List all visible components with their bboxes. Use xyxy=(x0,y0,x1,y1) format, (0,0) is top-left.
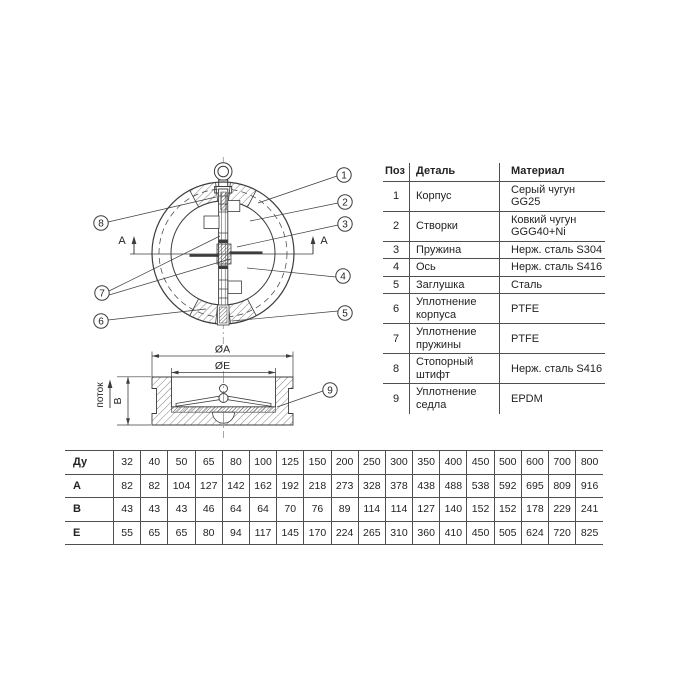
dims-cell: 100 xyxy=(249,451,276,475)
callout-1 xyxy=(337,168,351,182)
dims-cell: 80 xyxy=(195,521,222,545)
parts-cell-pos: 2 xyxy=(383,211,410,241)
dims-cell: 310 xyxy=(385,521,412,545)
svg-text:5: 5 xyxy=(342,308,348,320)
parts-table-row xyxy=(383,324,605,354)
dims-cell: 360 xyxy=(413,521,440,545)
dims-cell: 438 xyxy=(413,474,440,498)
callout-7 xyxy=(95,286,109,300)
parts-cell-pos: 9 xyxy=(392,392,400,405)
dims-cell: 700 xyxy=(549,451,576,475)
parts-cell-pos: 3 xyxy=(383,241,410,259)
dims-cell: 89 xyxy=(331,498,358,522)
dims-cell: 695 xyxy=(521,474,548,498)
dims-cell: 65 xyxy=(141,521,168,545)
svg-text:7: 7 xyxy=(99,288,105,300)
parts-header-part: Деталь xyxy=(410,163,500,181)
dims-cell: 720 xyxy=(549,521,576,545)
callout-4 xyxy=(336,269,350,283)
parts-table-row xyxy=(383,384,605,414)
flow-arrow-icon xyxy=(108,380,113,389)
dims-cell: 218 xyxy=(304,474,331,498)
dims-cell: 152 xyxy=(494,498,521,522)
dim-label-oe: ØE xyxy=(214,360,231,372)
dims-cell: 150 xyxy=(304,451,331,475)
parts-cell-part: Уплотнение пружины xyxy=(410,324,500,354)
dims-row-label: A xyxy=(65,474,114,498)
dims-cell: 40 xyxy=(141,451,168,475)
parts-cell-material: Ковкий чугун GGG40+Ni xyxy=(500,211,606,241)
parts-table-row xyxy=(383,259,605,277)
section-label-right: A xyxy=(320,235,328,247)
dims-cell: 350 xyxy=(413,451,440,475)
dims-cell: 64 xyxy=(222,498,249,522)
dims-cell: 265 xyxy=(358,521,385,545)
parts-cell-part: Пружина xyxy=(410,241,500,259)
dims-table-row xyxy=(65,474,603,498)
parts-table-row xyxy=(383,181,605,211)
dims-cell: 70 xyxy=(277,498,304,522)
dims-cell: 104 xyxy=(168,474,195,498)
parts-cell-part: Уплотнение седла xyxy=(410,384,500,414)
parts-header-material: Материал xyxy=(500,163,606,181)
parts-cell-material: Нерж. сталь S416 xyxy=(500,354,606,384)
dims-cell: 378 xyxy=(385,474,412,498)
parts-cell-pos: 6 xyxy=(383,294,410,324)
dims-cell: 488 xyxy=(440,474,467,498)
dims-cell: 162 xyxy=(249,474,276,498)
dims-cell: 800 xyxy=(576,451,603,475)
section-view xyxy=(95,344,293,439)
dims-cell: 500 xyxy=(494,451,521,475)
front-view xyxy=(118,157,328,344)
parts-cell-part: Ось xyxy=(410,259,500,277)
dims-cell: 82 xyxy=(141,474,168,498)
svg-text:3: 3 xyxy=(342,219,348,231)
dims-cell: 170 xyxy=(304,521,331,545)
dims-cell: 178 xyxy=(521,498,548,522)
flow-indicator xyxy=(95,380,112,409)
dims-cell: 114 xyxy=(385,498,412,522)
parts-cell-material: Серый чугун GG25 xyxy=(500,181,606,211)
dims-table-row xyxy=(65,498,603,522)
dims-cell: 410 xyxy=(440,521,467,545)
parts-table-row xyxy=(383,241,605,259)
dims-cell: 55 xyxy=(114,521,141,545)
flow-label: поток xyxy=(95,382,106,408)
dims-cell: 76 xyxy=(304,498,331,522)
dims-cell: 328 xyxy=(358,474,385,498)
dims-cell: 825 xyxy=(576,521,603,545)
dims-cell: 592 xyxy=(494,474,521,498)
parts-table-row xyxy=(383,294,605,324)
dims-cell: 300 xyxy=(385,451,412,475)
dims-table-row xyxy=(65,451,603,475)
dims-cell: 65 xyxy=(195,451,222,475)
svg-text:2: 2 xyxy=(342,197,348,209)
parts-cell-material: EPDM xyxy=(500,384,606,414)
stopper-pin xyxy=(221,192,227,210)
dims-cell: 117 xyxy=(249,521,276,545)
dim-height xyxy=(112,377,151,425)
parts-cell-part: Уплотнение корпуса xyxy=(410,294,500,324)
dims-row-label: E xyxy=(65,521,114,545)
dims-cell: 241 xyxy=(576,498,603,522)
dims-cell: 142 xyxy=(222,474,249,498)
dims-table-row xyxy=(65,521,603,545)
parts-table-row xyxy=(383,276,605,294)
dims-cell: 450 xyxy=(467,451,494,475)
svg-text:9: 9 xyxy=(327,385,333,397)
plate-edge-left xyxy=(190,254,219,257)
dims-cell: 200 xyxy=(331,451,358,475)
svg-text:1: 1 xyxy=(341,170,347,182)
parts-cell-pos: 5 xyxy=(383,276,410,294)
parts-cell-material: PTFE xyxy=(500,324,606,354)
parts-table xyxy=(383,163,605,414)
dims-cell: 50 xyxy=(168,451,195,475)
callout-6 xyxy=(94,314,108,328)
dimensions-table xyxy=(65,450,603,545)
dim-label-oa: ØA xyxy=(214,343,231,356)
parts-cell-pos: 8 xyxy=(383,354,410,384)
svg-text:4: 4 xyxy=(340,271,346,283)
dims-cell: 538 xyxy=(467,474,494,498)
dims-row-label: B xyxy=(65,498,114,522)
dims-cell: 82 xyxy=(114,474,141,498)
callout-9 xyxy=(323,383,337,397)
svg-text:8: 8 xyxy=(98,218,104,230)
dims-cell: 229 xyxy=(549,498,576,522)
parts-cell-material: Нерж. сталь S304 xyxy=(500,241,606,259)
dims-cell: 94 xyxy=(222,521,249,545)
dims-size-label: Ду xyxy=(65,451,114,475)
parts-cell-pos: 4 xyxy=(383,259,410,277)
dims-cell: 505 xyxy=(494,521,521,545)
dims-cell: 127 xyxy=(413,498,440,522)
parts-header-pos: Поз xyxy=(383,163,410,181)
callout-2 xyxy=(338,195,352,209)
dims-cell: 145 xyxy=(277,521,304,545)
parts-table-row xyxy=(383,354,605,384)
callout-5 xyxy=(338,306,352,320)
parts-cell-pos: 1 xyxy=(383,181,410,211)
svg-text:6: 6 xyxy=(98,316,104,328)
dims-cell: 916 xyxy=(576,474,603,498)
dims-cell: 65 xyxy=(168,521,195,545)
dim-label-b: B xyxy=(112,397,124,405)
parts-cell-part: Заглушка xyxy=(410,276,500,294)
parts-cell-part: Створки xyxy=(410,211,500,241)
dims-cell: 127 xyxy=(195,474,222,498)
callout-8 xyxy=(94,216,108,230)
plate-edge-right xyxy=(230,251,263,254)
dims-cell: 46 xyxy=(195,498,222,522)
parts-cell-part: Стопорный штифт xyxy=(410,354,500,384)
dims-cell: 809 xyxy=(549,474,576,498)
section-label-left: A xyxy=(118,235,126,247)
parts-cell-material: Сталь xyxy=(500,276,606,294)
parts-cell-material: Нерж. сталь S416 xyxy=(500,259,606,277)
parts-cell-material: PTFE xyxy=(500,294,606,324)
dims-cell: 43 xyxy=(114,498,141,522)
dims-cell: 624 xyxy=(521,521,548,545)
parts-table-header-row xyxy=(383,163,605,181)
dims-cell: 600 xyxy=(521,451,548,475)
dims-cell: 43 xyxy=(141,498,168,522)
dims-cell: 273 xyxy=(331,474,358,498)
dims-cell: 152 xyxy=(467,498,494,522)
parts-cell-pos: 7 xyxy=(383,324,410,354)
dims-cell: 400 xyxy=(440,451,467,475)
dims-cell: 32 xyxy=(114,451,141,475)
dims-cell: 64 xyxy=(249,498,276,522)
dims-cell: 250 xyxy=(358,451,385,475)
parts-table-row xyxy=(383,211,605,241)
dims-cell: 80 xyxy=(222,451,249,475)
dims-cell: 114 xyxy=(358,498,385,522)
dims-cell: 450 xyxy=(467,521,494,545)
callout-3 xyxy=(338,217,352,231)
parts-cell-part: Корпус xyxy=(410,181,500,211)
dims-cell: 43 xyxy=(168,498,195,522)
dims-cell: 192 xyxy=(277,474,304,498)
dims-cell: 140 xyxy=(440,498,467,522)
dims-cell: 224 xyxy=(331,521,358,545)
dims-cell: 125 xyxy=(277,451,304,475)
